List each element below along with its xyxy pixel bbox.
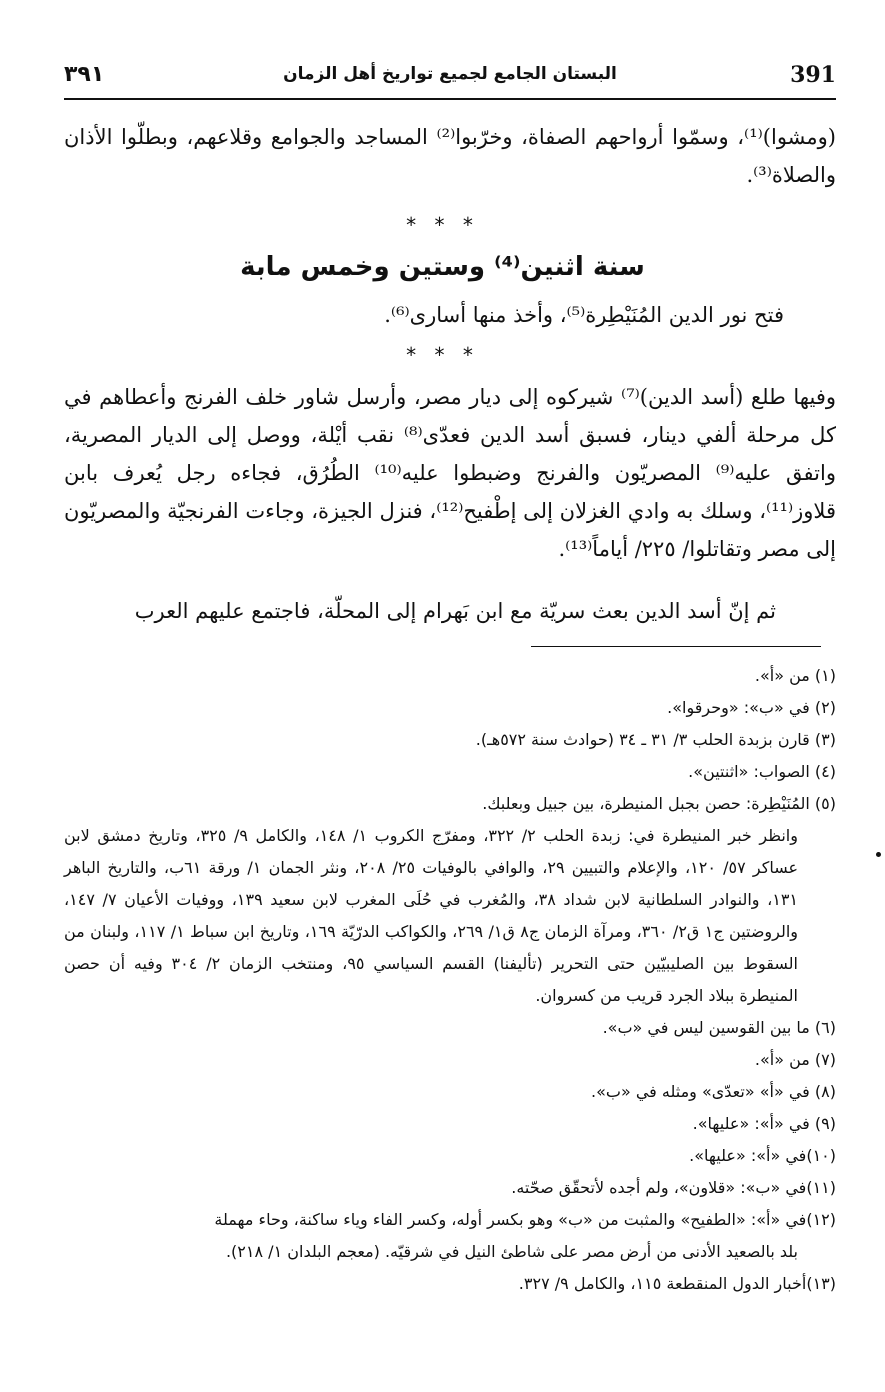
footnote-5-continuation: وانظر خبر المنيطرة في: زبدة الحلب ٢/ ٣٢٢، ومفرّج الكروب ١/ ١٤٨، والكامل ٩/ ٣٢٥، وتاريخ دمشق لابن عساكر ٥٧/ ١٢٠، والإعلام والتبيين ٢٩، والوافي بالوفيات ٢٥/ ٢٠٨، ونثر الجمان ١/ ورقة ٦١ب، والتاريخ الباهر ١٣١، والنوادر السلطانية لابن شداد ٣٨، والمُغرب في حُلَى المغرب لابن سعيد ١٣٩، ووفيات الأعيان ٧/ ١٤٧، والروضتين ج١ ق٢/ ٣٦٠، ومرآة الزمان ج٨ ق١/ ٢٦٩، والكواكب الدرّيّة ١٦٩، وتاريخ ابن سباط ١/ ١١٧، ولبنان من السقوط بين الصليبيّين حتى التحرير (تأليفنا) القسم السياسي ٩٥، ومنتخب الزمان ٢/ ٣٠٤ وفيه أن حصن المنيطرة ببلاد الجرد قريب من كسروان.	[64, 826, 799, 1005]
paragraph-continuation: ثم إنّ أسد الدين بعث سريّة مع ابن بَهرام إلى المحلّة، فاجتمع عليهم العرب	[134, 599, 776, 623]
paragraph-asad-al-din: وفيها طلع (أسد الدين)⁽⁷⁾ شيركوه إلى ديار مصر، وأرسل شاور خلف الفرنج وأعطاهم في كل مرحلة ألفي دينار، فسبق أسد الدين فعدّى⁽⁸⁾ نقب أيْلة، ووصل إلى الديار المصرية، واتفق عليه⁽⁹⁾ المصريّون والفرنج وضبطوا عليه⁽¹⁰⁾ الطُرُق، فجاءه رجل يُعرف بابن قلاوز⁽¹¹⁾، وسلك به وادي الغزلان إلى إطْفيح⁽¹²⁾، فنزل الجيزة، وجاءت الفرنجيّة والمصريّون إلى مصر وتقاتلوا/ ٢٢٥/ أياماً⁽¹³⁾.	[64, 385, 837, 561]
section-separator-bottom: * * *	[406, 343, 479, 367]
footnote-rule	[531, 646, 821, 647]
header-rule	[64, 98, 836, 100]
footnote-9: (٩) في «أ»: «عليها».	[692, 1114, 836, 1133]
running-header	[64, 62, 836, 96]
paragraph-opening: (ومشوا)⁽¹⁾، وسمّوا أرواحهم الصفاة، وخرّبوا⁽²⁾ المساجد والجوامع وقلاعهم، وبطلّوا الأذان والصلاة⁽³⁾.	[64, 125, 836, 187]
year-heading: سنة اثنين⁽⁴⁾ وستين وخمس مابة	[240, 252, 645, 282]
event-line: فتح نور الدين المُنَيْطِرة⁽⁵⁾، وأخذ منها أسارى⁽⁶⁾.	[384, 303, 784, 327]
footnote-12: (١٢)في «أ»: «الطفيح» والمثبت من «ب» وهو بكسر أوله، وكسر الفاء وياء ساكنة، وحاء مهملة	[214, 1210, 836, 1229]
running-title: البستان الجامع لجميع تواريخ أهل الزمان	[283, 64, 617, 84]
footnote-3: (٣) قارن بزبدة الحلب ٣/ ٣١ ـ ٣٤ (حوادث سنة ٥٧٢هـ).	[475, 730, 836, 749]
section-separator-top: * * *	[406, 213, 479, 237]
footnote-4: (٤) الصواب: «اثنتين».	[688, 762, 836, 781]
footnote-2: (٢) في «ب»: «وحرقوا».	[667, 698, 836, 717]
footnote-5: (٥) المُنَيْطِرة: حصن بجبل المنيطرة، بين جبيل وبعلبك.	[482, 794, 836, 813]
page-number-latin: 391	[790, 62, 836, 88]
footnote-11: (١١)في «ب»: «قلاون»، ولم أجده لأتحقّق صحّته.	[511, 1178, 836, 1197]
footnote-6: (٦) ما بين القوسين ليس في «ب».	[602, 1018, 836, 1037]
footnotes	[64, 660, 836, 1300]
footnote-12-continuation: بلد بالصعيد الأدنى من أرض مصر على شاطئ النيل في شرقيّه. (معجم البلدان ١/ ٢١٨).	[225, 1242, 798, 1261]
footnote-8: (٨) في «أ» «تعدّى» ومثله في «ب».	[591, 1082, 836, 1101]
footnote-10: (١٠)في «أ»: «عليها».	[689, 1146, 836, 1165]
page-number-arabic: ٣٩١	[64, 62, 105, 87]
footnote-7: (٧) من «أ».	[754, 1050, 836, 1069]
footnote-13: (١٣)أخبار الدول المنقطعة ١١٥، والكامل ٩/ ٣٢٧.	[518, 1274, 836, 1293]
margin-mark	[876, 852, 881, 857]
footnote-1: (١) من «أ».	[754, 666, 836, 685]
